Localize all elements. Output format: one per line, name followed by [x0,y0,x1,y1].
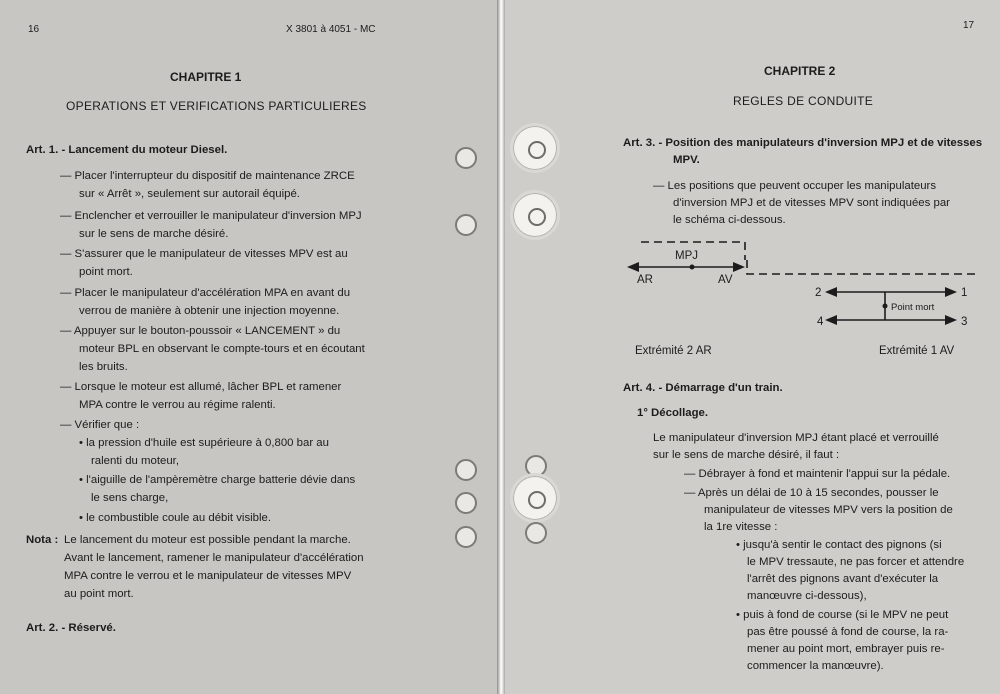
bullet-line: l'arrêt des pignons avant d'exécuter la [747,573,939,585]
binder-hole [525,522,547,544]
book-gutter [497,0,505,694]
text-line: MPA contre le verrou au régime ralenti. [79,399,276,411]
text-line: moteur BPL en observant le compte-tours et en écoutant [79,343,365,355]
text-line: les bruits. [79,361,128,373]
label-point-mort: Point mort [891,302,935,313]
chapter-heading: CHAPITRE 1 [170,70,242,84]
page-number: 16 [28,24,40,35]
text-line: — Placer le manipulateur d'accélération MPA en avant du [60,287,351,299]
text-line: verrou de manière à obtenir une injection moyenne. [79,305,340,317]
bullet-line: commencer la manœuvre). [747,660,884,672]
article-2-title: Art. 2. - Réservé. [26,622,116,634]
text-line: — S'assurer que le manipulateur de vitesses MPV est au [60,248,348,260]
arrow-2 [825,287,837,297]
nota-label: Nota : [26,534,59,546]
text-line: — Après un délai de 10 à 15 secondes, pousser le [684,487,939,499]
text-line: — Les positions que peuvent occuper les manipulateurs [653,180,937,192]
label-av: AV [718,274,733,286]
text-line: • l'aiguille de l'ampèremètre charge batterie dévie dans [79,474,356,486]
binder-hole [455,147,477,169]
article-3-title-cont: MPV. [673,154,700,166]
label-ar: AR [637,274,653,286]
bullet-line: • puis à fond de course (si le MPV ne peut [736,609,949,621]
arrow-ar [627,262,639,272]
text-line: • la pression d'huile est supérieure à 0,800 bar au [79,437,329,449]
text-line: le sens charge, [91,492,169,504]
decollage-heading: 1° Décollage. [637,407,709,419]
arrow-1 [945,287,957,297]
binder-hole [455,459,477,481]
chapter-title: REGLES DE CONDUITE [733,94,874,108]
page-number: 17 [963,20,975,31]
nota-line: Avant le lancement, ramener le manipulateur d'accélération [64,552,364,564]
nota-line: Le lancement du moteur est possible pendant la marche. [64,534,351,546]
right-page [505,0,1000,694]
text-line: sur le sens de marche désiré. [79,228,229,240]
nota-line: au point mort. [64,588,134,600]
article-3-title: Art. 3. - Position des manipulateurs d'inversion MPJ et de vitesses [623,137,983,149]
binder-hole [455,526,477,548]
label-4: 4 [817,316,824,328]
bullet-line: • jusqu'à sentir le contact des pignons (si [736,539,942,551]
text-line: la 1re vitesse : [704,521,778,533]
arrow-av [733,262,745,272]
mpj-mpv-diagram [505,230,1000,357]
text-line: — Placer l'interrupteur du dispositif de maintenance ZRCE [60,170,355,182]
binder-hole [510,123,560,173]
label-3: 3 [961,316,968,328]
left-page [0,0,497,694]
text-line: — Enclencher et verrouiller le manipulateur d'inversion MPJ [60,210,362,222]
label-2: 2 [815,287,822,299]
article-4-title: Art. 4. - Démarrage d'un train. [623,382,783,394]
text-line: manipulateur de vitesses MPV vers la position de [704,504,953,516]
page-header: X 3801 à 4051 - MC [286,24,376,35]
binder-hole [510,473,560,523]
text-line: sur le sens de marche désiré, il faut : [653,449,840,461]
text-line: d'inversion MPJ et de vitesses MPV sont indiquées par [673,197,950,209]
text-line: — Lorsque le moteur est allumé, lâcher BPL et ramener [60,381,342,393]
chapter-title: OPERATIONS ET VERIFICATIONS PARTICULIERES [66,99,367,113]
binder-hole [510,190,560,240]
label-mpj: MPJ [675,250,698,262]
text-line: le schéma ci-dessous. [673,214,786,226]
text-line: Le manipulateur d'inversion MPJ étant placé et verrouillé [653,432,939,444]
text-line: • le combustible coule au débit visible. [79,512,272,524]
point-mort-dot [883,304,888,309]
binder-hole [455,214,477,236]
binder-hole [455,492,477,514]
article-1-title: Art. 1. - Lancement du moteur Diesel. [26,144,228,156]
bullet-line: manœuvre ci-dessous), [747,590,867,602]
text-line: point mort. [79,266,133,278]
label-extremite-av: Extrémité 1 AV [879,345,955,357]
dashed-lower-path [747,260,980,274]
arrow-4 [825,315,837,325]
nota-line: MPA contre le verrou et le manipulateur de vitesses MPV [64,570,352,582]
bullet-line: pas être poussé à fond de course, la ra- [747,626,949,638]
text-line: ralenti du moteur, [91,455,180,467]
chapter-heading: CHAPITRE 2 [764,64,836,78]
label-1: 1 [961,287,968,299]
text-line: sur « Arrêt », seulement sur autorail équipé. [79,188,300,200]
bullet-line: le MPV tressaute, ne pas forcer et attendre [747,556,965,568]
arrow-3 [945,315,957,325]
text-line: — Appuyer sur le bouton-poussoir « LANCEMENT » du [60,325,341,337]
text-line: — Vérifier que : [60,419,140,431]
text-line: — Débrayer à fond et maintenir l'appui sur la pédale. [684,468,951,480]
bullet-line: mener au point mort, embrayer puis re- [747,643,945,655]
mpj-point [690,265,695,270]
label-extremite-ar: Extrémité 2 AR [635,345,712,357]
